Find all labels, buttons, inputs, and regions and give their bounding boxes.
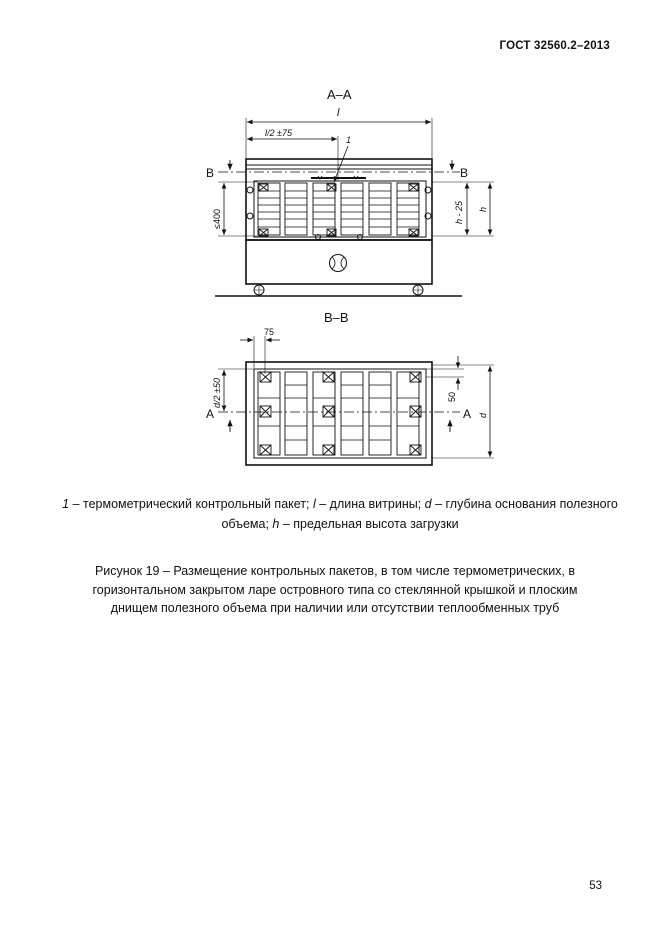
plan-outer bbox=[246, 362, 432, 465]
label-b-right: B bbox=[460, 166, 469, 180]
label-a-right: A bbox=[463, 407, 472, 421]
plan-rows bbox=[258, 385, 419, 440]
page-number: 53 bbox=[589, 880, 602, 892]
dim-l-label: l bbox=[337, 107, 340, 119]
document-header: ГОСТ 32560.2–2013 bbox=[499, 40, 610, 52]
dim-l-half-label: l/2 ±75 bbox=[265, 128, 292, 138]
label-a-left: A bbox=[206, 407, 215, 421]
figure-caption: Рисунок 19 – Размещение контрольных пакетов, в том числе термометрических, в горизонтальном закрытом ларе островного типа со стеклянной крышкой и плоским днищем полезного объема при наличии или отсутствии теплообменных труб bbox=[92, 564, 578, 615]
dim-50-label: 50 bbox=[447, 391, 457, 402]
dim-400-label: ≤400 bbox=[212, 209, 222, 229]
packet-rows bbox=[258, 191, 419, 227]
legend-key-d: d bbox=[424, 497, 432, 511]
marker-1-label: 1 bbox=[346, 135, 352, 145]
plan-columns bbox=[258, 372, 419, 455]
dim-d-half-label: d/2 ±50 bbox=[212, 378, 222, 408]
dim-h25-label: h - 25 bbox=[454, 200, 464, 224]
dim-h-label: h bbox=[478, 206, 488, 212]
cabinet-body bbox=[246, 159, 432, 240]
dim-d-label: d bbox=[478, 412, 488, 418]
cabinet-base bbox=[246, 240, 432, 284]
section-aa bbox=[215, 118, 494, 296]
packet-columns bbox=[258, 183, 419, 235]
legend-key-l: l bbox=[312, 497, 316, 511]
section-aa-label: A–A bbox=[327, 87, 352, 102]
legend-key-1: 1 bbox=[62, 497, 70, 511]
legend-key-h: h bbox=[272, 517, 280, 531]
thermometric-packets bbox=[259, 184, 418, 236]
section-bb-label: B–B bbox=[324, 310, 349, 325]
label-b-left: B bbox=[206, 166, 215, 180]
dim-75-label: 75 bbox=[264, 327, 275, 337]
figure-legend: 1 – термометрический контрольный пакет; l – длина витрины; d – глубина основания полезного объема; h – предельная высота загрузки bbox=[62, 497, 618, 531]
